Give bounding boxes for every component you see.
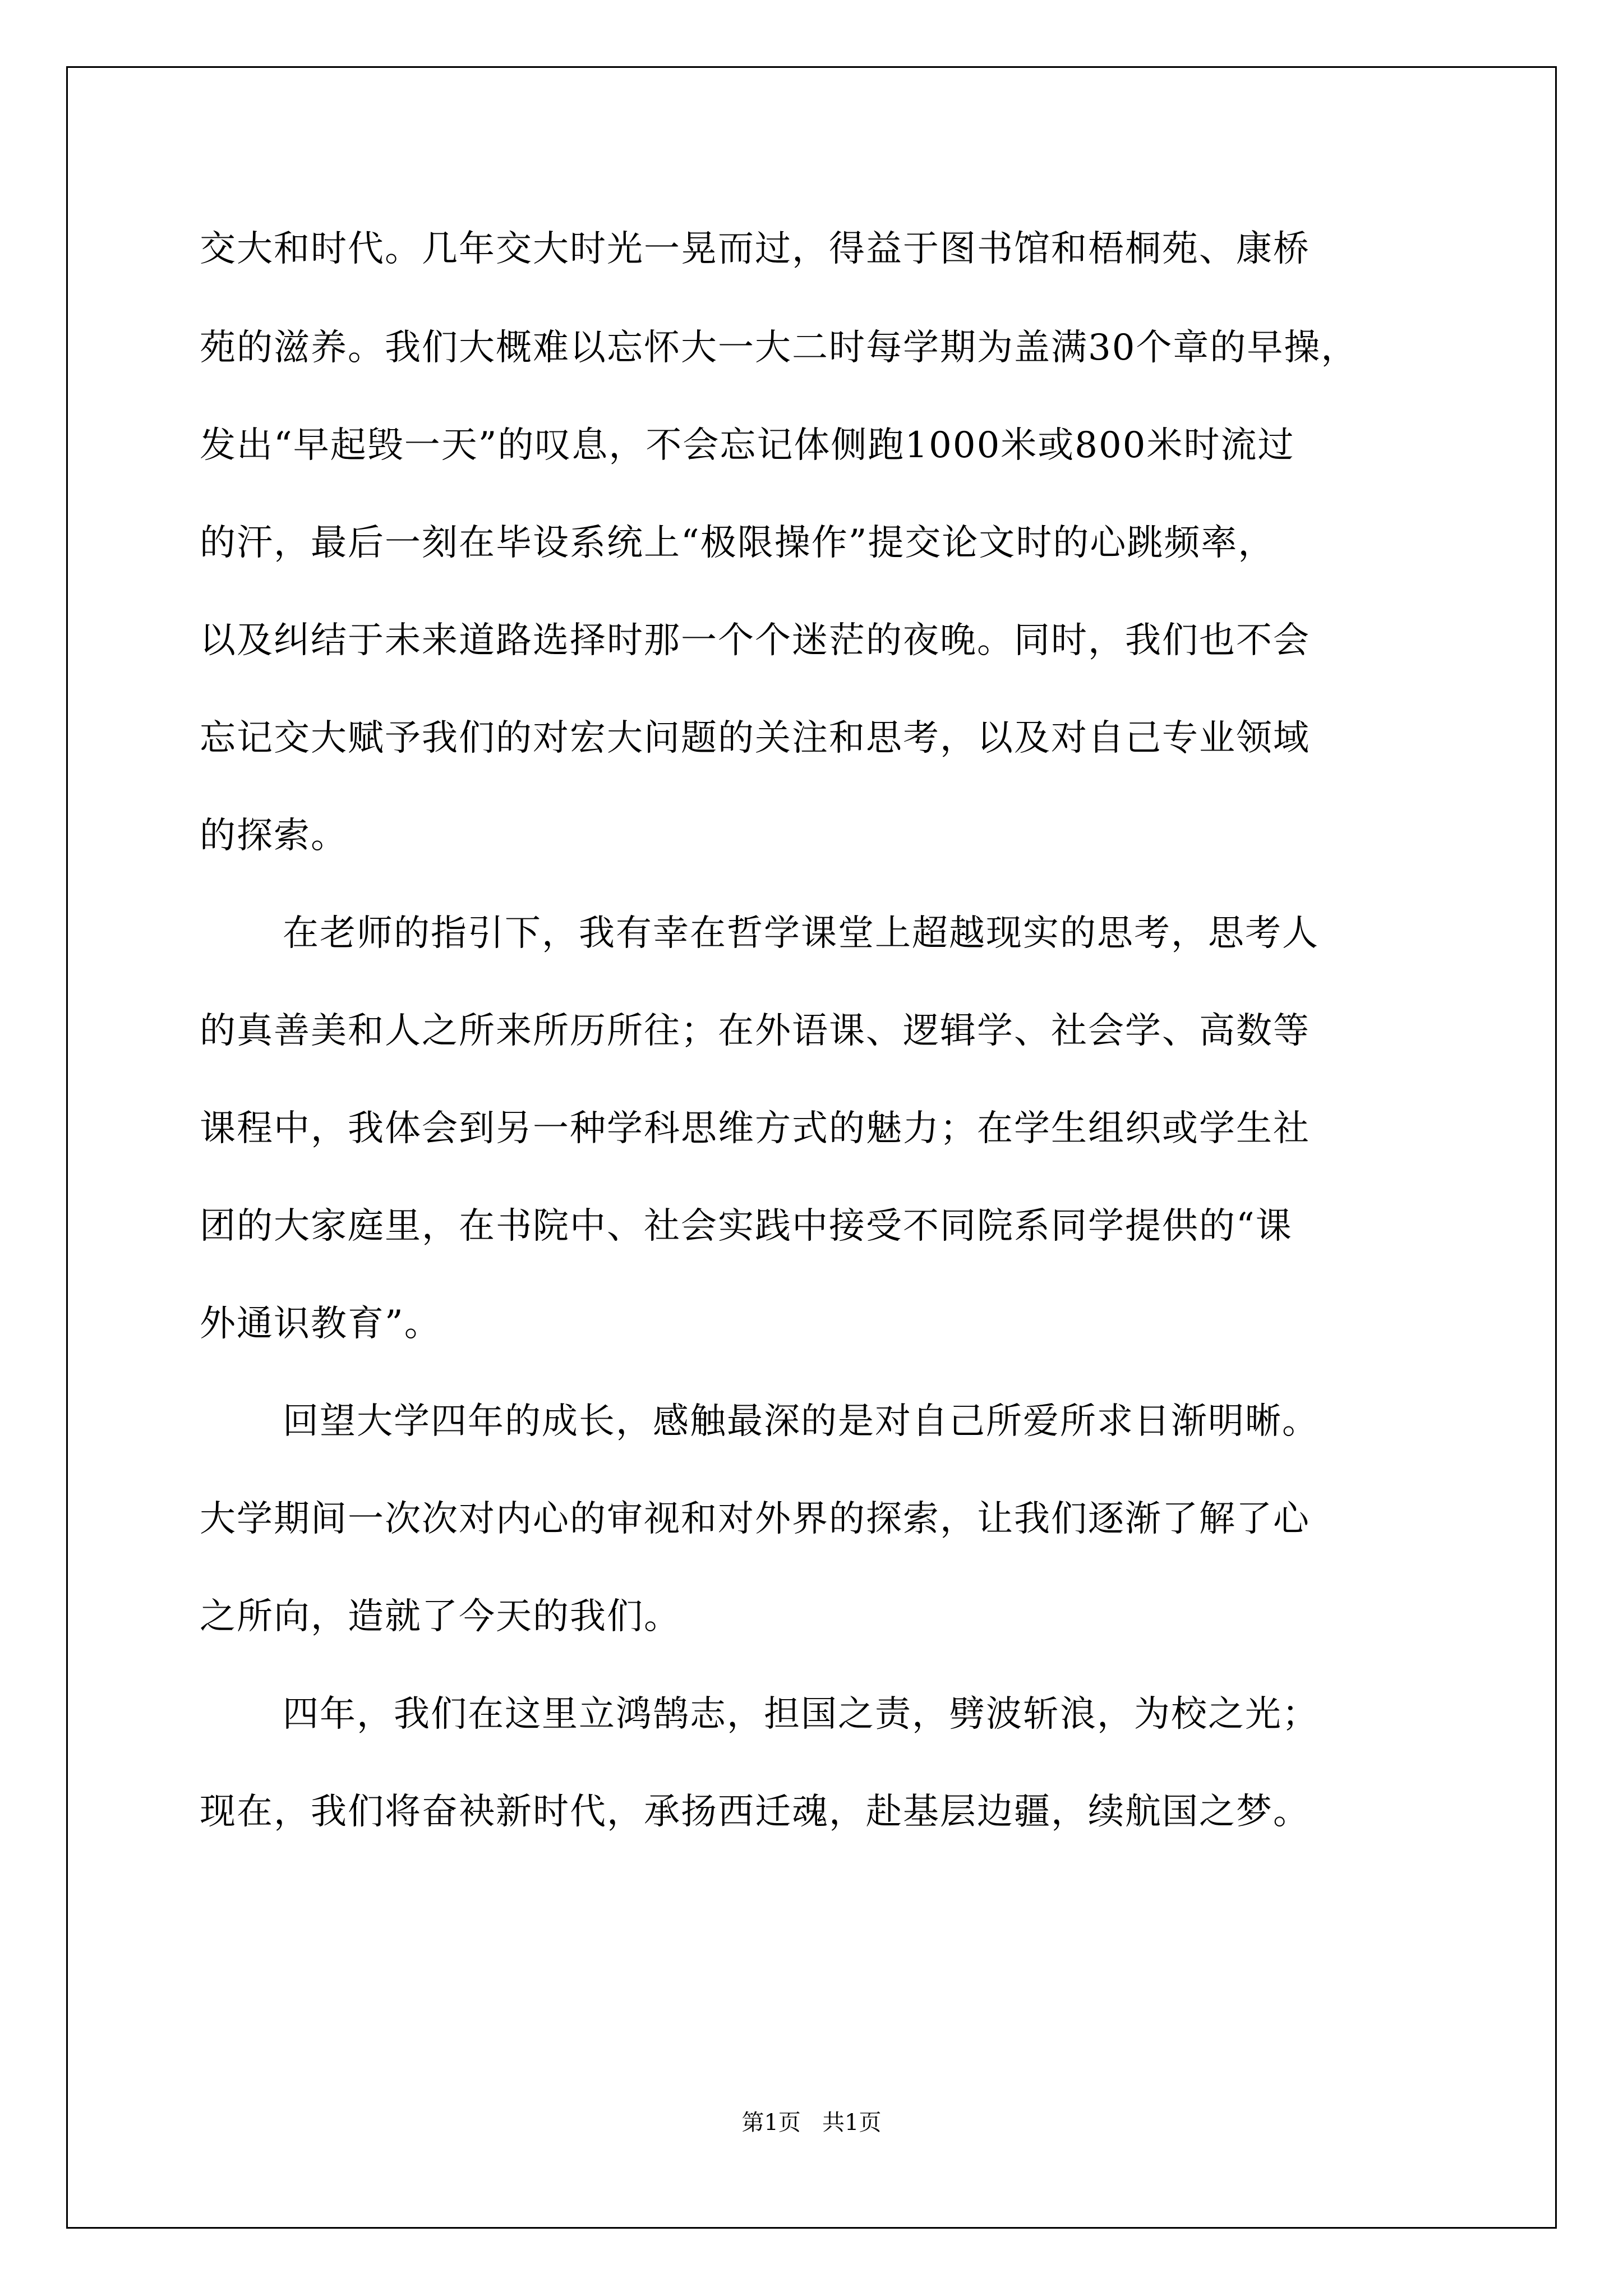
text-line: 发出“早起毁一天”的叹息，不会忘记体侧跑1000米或800米时流过 xyxy=(200,425,1295,466)
text-line: 苑的滋养。我们大概难以忘怀大一大二时每学期为盖满30个章的早操， xyxy=(200,327,1358,369)
text-line: 外通识教育”。 xyxy=(200,1303,441,1345)
paragraph-first-line: 回望大学四年的成长，感触最深的是对自己所爱所求日渐明晰。 xyxy=(283,1401,1319,1442)
text-line: 的汗，最后一刻在毕设系统上“极限操作”提交论文时的心跳频率， xyxy=(200,522,1275,564)
text-line: 现在，我们将奋袂新时代，承扬西迁魂，赴基层边疆，续航国之梦。 xyxy=(200,1791,1310,1833)
text-line: 以及纠结于未来道路选择时那一个个迷茫的夜晚。同时，我们也不会 xyxy=(200,620,1310,661)
text-line: 团的大家庭里，在书院中、社会实践中接受不同院系同学提供的“课 xyxy=(200,1205,1293,1247)
text-line: 的探索。 xyxy=(200,815,348,857)
text-line: 课程中，我体会到另一种学科思维方式的魅力；在学生组织或学生社 xyxy=(200,1108,1310,1149)
text-line: 的真善美和人之所来所历所往；在外语课、逻辑学、社会学、高数等 xyxy=(200,1010,1310,1052)
text-line: 之所向，造就了今天的我们。 xyxy=(200,1596,681,1637)
paragraph-first-line: 在老师的指引下，我有幸在哲学课堂上超越现实的思考，思考人 xyxy=(283,913,1319,954)
text-line: 交大和时代。几年交大时光一晃而过，得益于图书馆和梧桐苑、康桥 xyxy=(200,228,1310,270)
text-line: 忘记交大赋予我们的对宏大问题的关注和思考，以及对自己专业领域 xyxy=(200,717,1310,759)
page-number-footer: 第1页 共1页 xyxy=(741,2110,882,2136)
paragraph-first-line: 四年，我们在这里立鸿鹄志，担国之责，劈波斩浪，为校之光； xyxy=(283,1694,1319,1735)
text-line: 大学期间一次次对内心的审视和对外界的探索，让我们逐渐了解了心 xyxy=(200,1498,1310,1540)
